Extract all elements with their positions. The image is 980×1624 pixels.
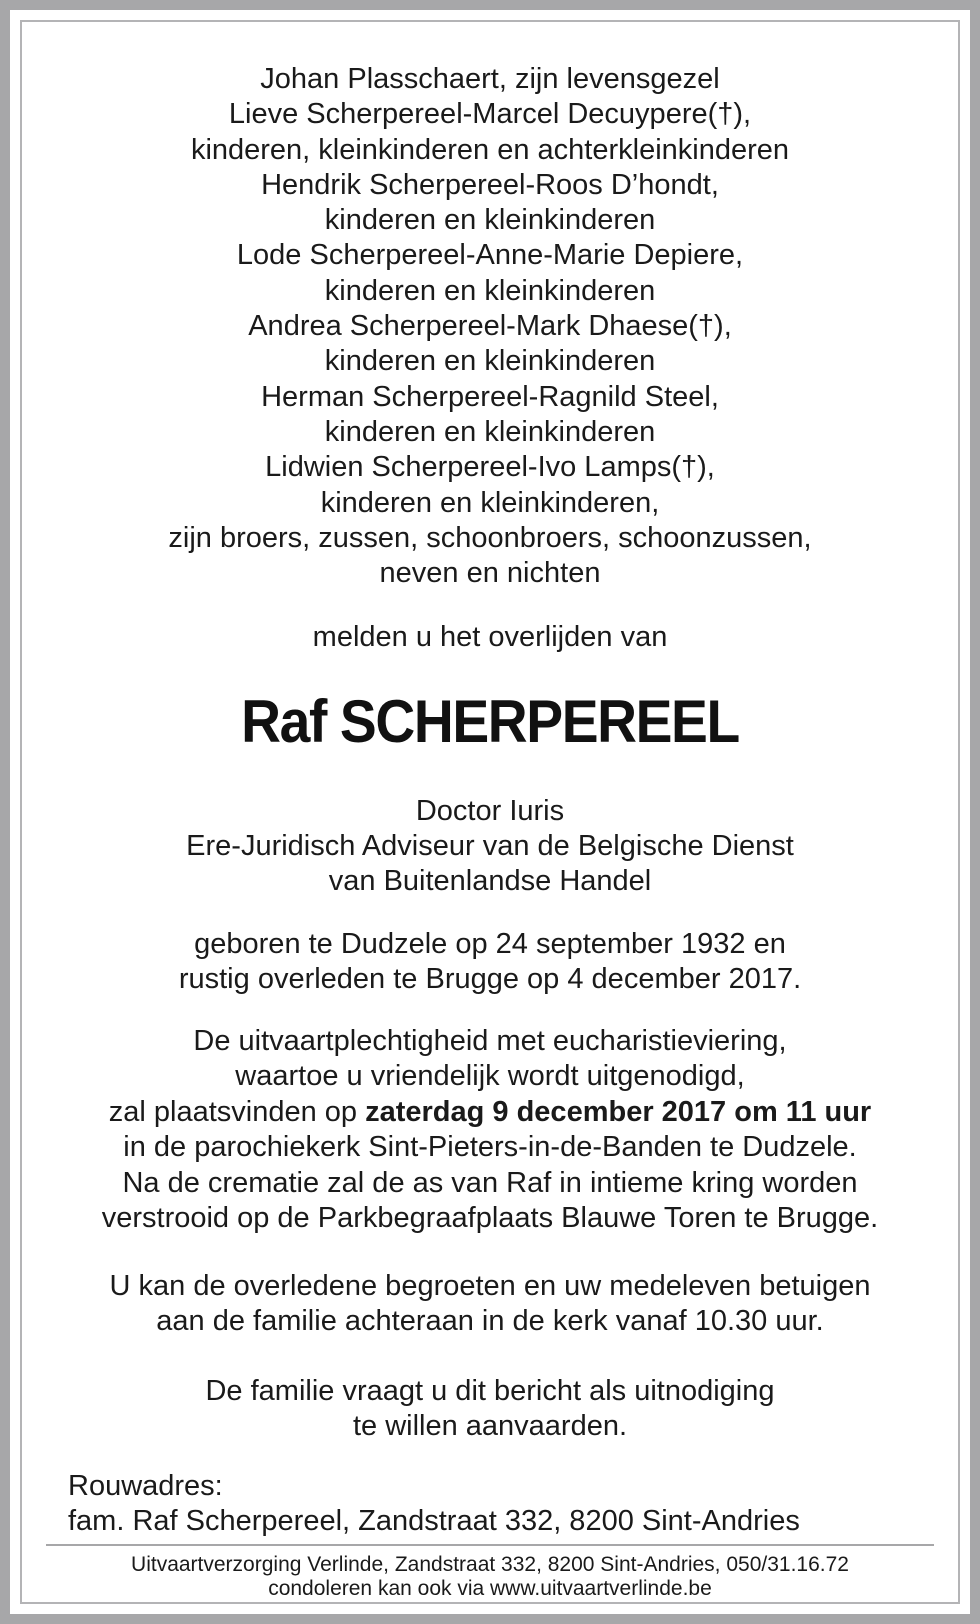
family-line: kinderen en kleinkinderen [324,274,656,307]
family-line: Johan Plasschaert, zijn levensgezel [260,63,720,95]
family-line: Hendrik Scherpereel-Roos D’hondt, [261,168,719,201]
visitation-info [10,1269,970,1339]
title-line: Ere-Juridisch Adviseur van de Belgische Dienst [186,830,794,862]
birth-death-dates [10,927,970,997]
visit-line: aan de familie achteraan in de kerk vanaf 10.30 uur. [156,1305,824,1337]
family-list [10,62,970,591]
ceremony-line: Na de crematie zal de as van Raf in intieme kring worden [122,1166,858,1199]
ceremony-line: in de parochiekerk Sint-Pieters-in-de-Banden te Dudzele. [123,1131,857,1164]
ceremony-line: verstrooid op de Parkbegraafplaats Blauwe Toren te Brugge. [101,1202,879,1235]
title-line: van Buitenlandse Handel [328,865,652,897]
ceremony-line: waartoe u vriendelijk wordt uitgenodigd, [235,1060,745,1093]
family-line: zijn broers, zussen, schoonbroers, schoonzussen, [168,521,812,554]
funeral-home-footer [10,1553,970,1601]
invitation-note [10,1374,970,1444]
ceremony-line [10,1095,970,1130]
deceased-titles [10,794,970,899]
family-line: kinderen, kleinkinderen en achterkleinkinderen [190,133,790,166]
visit-line: U kan de overledene begroeten en uw medeleven betuigen [109,1270,871,1302]
family-line: Lieve Scherpereel-Marcel Decuypere(†), [228,98,752,131]
family-line: kinderen en kleinkinderen [324,345,656,378]
family-line: Andrea Scherpereel-Mark Dhaese(†), [248,310,732,343]
date-line: rustig overleden te Brugge op 4 december 2017. [178,963,802,995]
ceremony-line: De uitvaartplechtigheid met eucharistieviering, [193,1025,787,1057]
footer-divider [46,1544,934,1546]
family-line: Herman Scherpereel-Ragnild Steel, [261,380,719,413]
ceremony-date: zaterdag 9 december 2017 om 11 uur [365,1095,872,1128]
date-line: geboren te Dudzele op 24 september 1932 en [194,928,786,960]
family-line: kinderen en kleinkinderen [324,415,656,448]
address-label: Rouwadres: [68,1470,223,1502]
deceased-name: Raf SCHERPEREEL [241,688,739,755]
family-line: kinderen en kleinkinderen [324,204,656,237]
ceremony-date-prefix: zal plaatsvinden op [108,1095,366,1128]
family-line: neven en nichten [379,557,601,590]
announcement-text: melden u het overlijden van [312,621,668,653]
family-line: Lode Scherpereel-Anne-Marie Depiere, [236,239,744,272]
invite-line: De familie vraagt u dit bericht als uitnodiging [205,1375,775,1407]
invite-line: te willen aanvaarden. [352,1410,628,1442]
footer-website: condoleren kan ook via www.uitvaartverlinde.be [268,1577,712,1600]
family-line: kinderen en kleinkinderen, [320,486,660,519]
title-line: Doctor Iuris [415,795,565,827]
ceremony-details [10,1024,970,1236]
address-value: fam. Raf Scherpereel, Zandstraat 332, 8200 Sint-Andries [68,1505,800,1537]
mourning-address [68,1469,930,1539]
footer-contact: Uitvaartverzorging Verlinde, Zandstraat 332, 8200 Sint-Andries, 050/31.16.72 [131,1553,849,1576]
family-line: Lidwien Scherpereel-Ivo Lamps(†), [265,451,715,484]
